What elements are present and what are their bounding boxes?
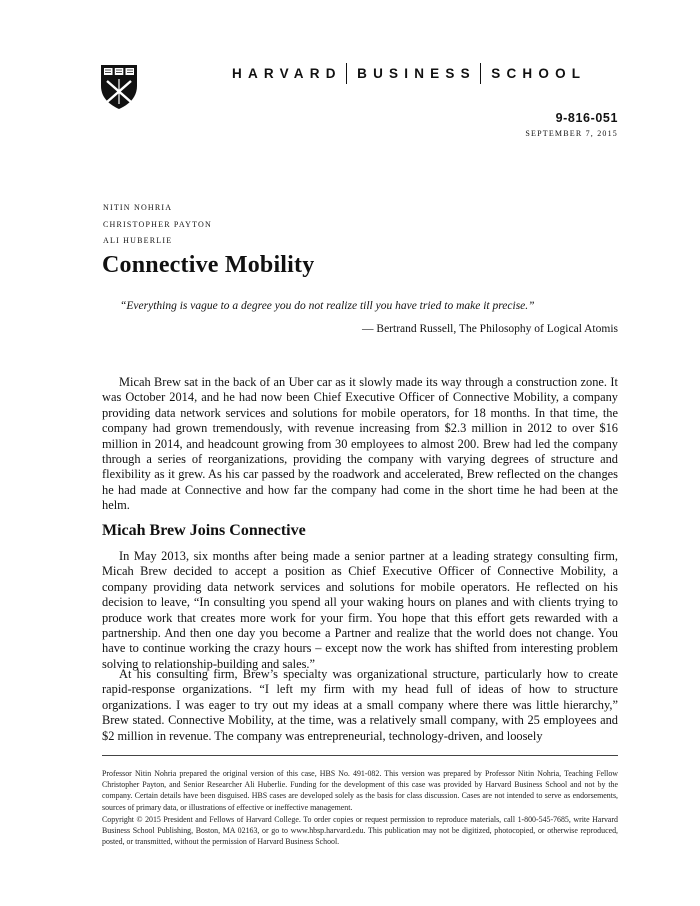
banner-divider xyxy=(480,63,482,84)
body-paragraph: In May 2013, six months after being made a senior partner at a leading strategy consulting firm, Micah Brew decided to accept a position as Chief Executive Officer of Connective Mobility, a company providing data network services and solutions for mobile operators. He reflected on his decision to leave, “In consulting you spend all your waking hours on planes and with clients trying to produce work that creates more work for your firm. You hope that this effort gets rewarded with a partnership. And then one day you become a Partner and realize that the world does not change. You have to continue working the crazy hours – except now the work has shifted from interesting problem solving to relationship-building and sales.” xyxy=(102,549,618,671)
copyright-notice: Copyright © 2015 President and Fellows of Harvard College. To order copies or request permission to reproduce materials, call 1-800-545-7685, write Harvard Business School Publishing, Boston, MA 02163, or go to www.hbsp.harvard.edu. This publication may not be digitized, photocopied, or otherwise reproduced, posted, or transmitted, without the permission of Harvard Business School. xyxy=(102,815,618,847)
institution-word-school: SCHOOL xyxy=(491,65,587,81)
epigraph-quote: “Everything is vague to a degree you do not realize till you have tried to make it precise.” xyxy=(120,300,535,312)
harvard-shield-icon xyxy=(100,64,138,110)
author-name: ALI HUBERLIE xyxy=(103,236,173,245)
body-paragraph: Micah Brew sat in the back of an Uber car as it slowly made its way through a construction zone. It was October 2014, and he had now been Chief Executive Officer of Connective Mobility, a company providing data network services and solutions for mobile operators, for 18 months. In that time, the company had grown tremendously, with revenue increasing from $2.3 million in 2012 to over $16 million in 2014, and headcount growing from 30 employees to almost 200. Brew had led the company through a series of reorganizations, providing the company with varying degrees of structure and flexibility as it grew. As his car passed by the roadwork and accelerated, Brew reflected on the changes he had made at Connective and how far the company had come in the short time he had been at the helm. xyxy=(102,375,618,513)
institution-word-harvard: HARVARD xyxy=(232,65,342,81)
epigraph-attribution: — Bertrand Russell, The Philosophy of Logical Atomis xyxy=(362,323,618,335)
institution-banner xyxy=(232,62,586,84)
author-name: CHRISTOPHER PAYTON xyxy=(103,219,212,229)
author-name: NITIN NOHRIA xyxy=(103,203,173,212)
case-number: 9-816-051 xyxy=(555,111,618,125)
institution-word-business: BUSINESS xyxy=(357,65,476,81)
body-paragraph: At his consulting firm, Brew’s specialty was organizational structure, particularly how to create rapid-response organizations. “I left my firm with my head full of ideas of how to structure organizations. I was eager to try out my ideas at a small company where there was little hierarchy,” Brew stated. Connective Mobility, at the time, was a relatively small company, with 25 employees and $2 million in revenue. The company was entrepreneurial, technology-driven, and loosely xyxy=(102,667,618,743)
author-list xyxy=(103,200,212,250)
footer-divider xyxy=(102,755,618,756)
case-preparation-note: Professor Nitin Nohria prepared the original version of this case, HBS No. 491-082. This version was prepared by Professor Nitin Nohria, Teaching Fellow Christopher Payton, and Senior Researcher Ali Huberlie. Funding for the development of this case was provided by Harvard Business School and not by the company. Certain details have been disguised. HBS cases are developed solely as the basis for class discussion. Cases are not intended to serve as endorsements, sources of primary data, or illustrations of effective or ineffective management. xyxy=(102,769,618,812)
case-date: SEPTEMBER 7, 2015 xyxy=(525,129,618,138)
case-title: Connective Mobility xyxy=(102,252,315,278)
banner-divider xyxy=(346,63,348,84)
section-heading: Micah Brew Joins Connective xyxy=(102,522,306,539)
